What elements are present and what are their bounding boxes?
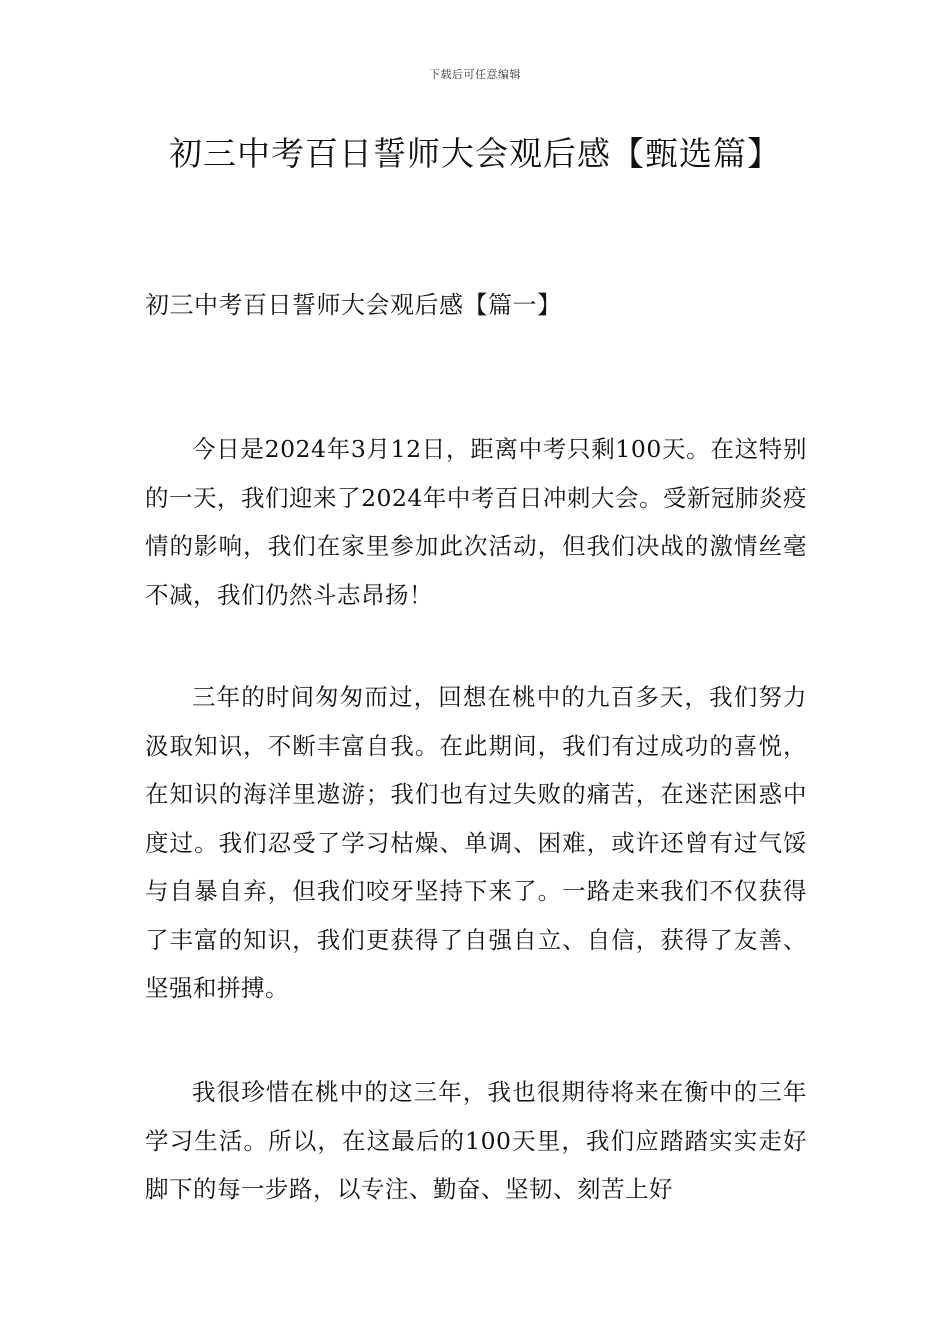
paragraph-3: 我很珍惜在桃中的这三年，我也很期待将来在衡中的三年学习生活。所以，在这最后的100天里，我们应踏踏实实走好脚下的每一步路，以专注、勤奋、坚韧、刻苦上好 bbox=[145, 1078, 807, 1203]
paragraph-2: 三年的时间匆匆而过，回想在桃中的九百多天，我们努力汲取知识，不断丰富自我。在此期间，我们有过成功的喜悦，在知识的海洋里遨游；我们也有过失败的痛苦，在迷茫困惑中度过。我们忍受了学习枯燥、单调、困难，或许还曾有过气馁与自暴自弃，但我们咬牙坚持下来了。一路走来我们不仅获得了丰富的知识，我们更获得了自强自立、自信，获得了友善、坚强和拼搏。 bbox=[145, 683, 807, 1002]
document-title: 初三中考百日誓师大会观后感【甄选篇】 bbox=[169, 134, 781, 173]
header-note: 下载后可任意编辑 bbox=[429, 68, 521, 81]
paragraph-1: 今日是2024年3月12日，距离中考只剩100天。在这特别的一天，我们迎来了2024年中考百日冲刺大会。受新冠肺炎疫情的影响，我们在家里参加此次活动，但我们决战的激情丝毫不减，我们仍然斗志昂扬！ bbox=[145, 435, 807, 609]
section-heading: 初三中考百日誓师大会观后感【篇一】 bbox=[145, 291, 562, 319]
